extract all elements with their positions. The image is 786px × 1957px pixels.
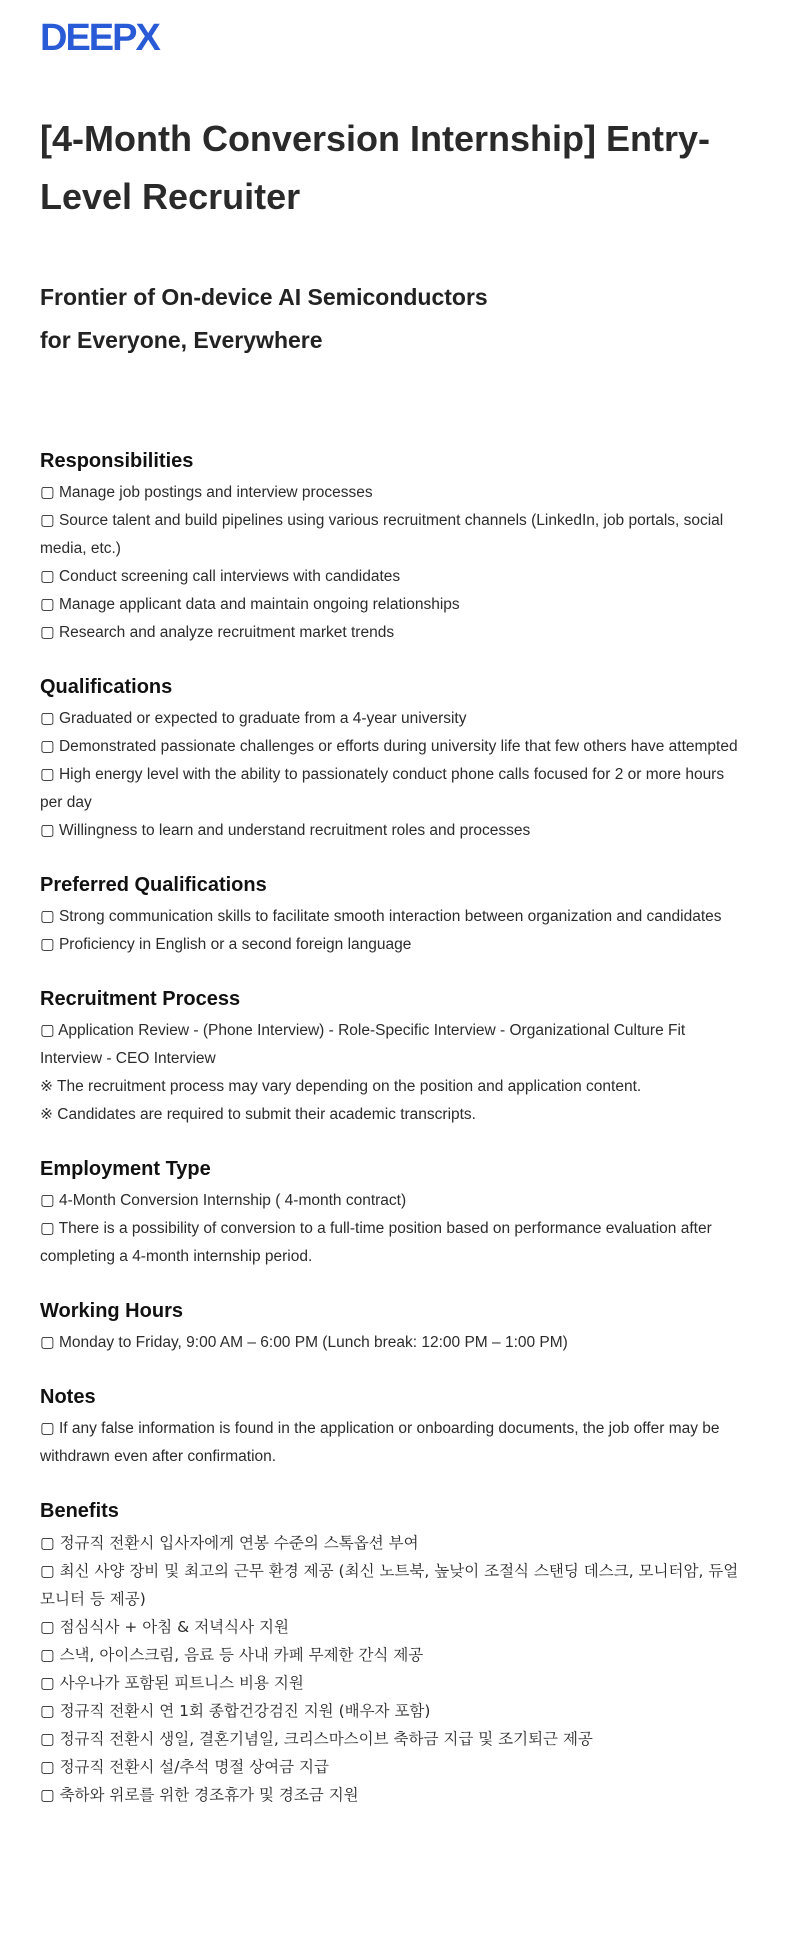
list-item: ▢ Willingness to learn and understand recruitment roles and processes — [40, 822, 531, 839]
section-heading: Notes — [40, 1386, 96, 1408]
company-tagline — [40, 276, 740, 362]
section-preferred-qualifications — [40, 871, 740, 959]
logo-wordmark: DEEPX — [40, 18, 159, 54]
list-item: ▢ Research and analyze recruitment market trends — [40, 624, 395, 641]
list-item: ▢ 4-Month Conversion Internship ( 4-month contract) — [40, 1192, 407, 1209]
list-item: ▢ 정규직 전환시 입사자에게 연봉 수준의 스톡옵션 부여 — [40, 1534, 419, 1552]
list-item: ▢ Application Review - (Phone Interview) - Role-Specific Interview - Organizational Culture Fit Interview - CEO Interview — [40, 1022, 686, 1067]
section-heading: Working Hours — [40, 1300, 183, 1322]
list-item: ▢ Manage job postings and interview processes — [40, 484, 373, 501]
section-recruitment-process — [40, 985, 740, 1129]
section-qualifications — [40, 673, 740, 845]
list-item: ▢ 사우나가 포함된 피트니스 비용 지원 — [40, 1674, 304, 1692]
list-item: ▢ Source talent and build pipelines using various recruitment channels (LinkedIn, job portals, social media, etc.) — [40, 512, 724, 557]
section-benefits — [40, 1497, 740, 1809]
section-heading: Preferred Qualifications — [40, 874, 267, 896]
list-item: ▢ Proficiency in English or a second foreign language — [40, 936, 412, 953]
list-item: ※ Candidates are required to submit their academic transcripts. — [40, 1106, 476, 1123]
list-item: ▢ 정규직 전환시 연 1회 종합건강검진 지원 (배우자 포함) — [40, 1702, 431, 1720]
list-item: ▢ If any false information is found in the application or onboarding documents, the job offer may be withdrawn even after confirmation. — [40, 1420, 720, 1465]
list-item: ▢ 최신 사양 장비 및 최고의 근무 환경 제공 (최신 노트북, 높낮이 조절식 스탠딩 데스크, 모니터암, 듀얼모니터 등 제공) — [40, 1562, 739, 1608]
tagline-line-2: for Everyone, Everywhere — [40, 327, 323, 353]
list-item: ▢ 정규직 전환시 설/추석 명절 상여금 지급 — [40, 1758, 329, 1776]
list-item: ▢ High energy level with the ability to passionately conduct phone calls focused for 2 or more hours per day — [40, 766, 725, 811]
deepx-logo[interactable] — [40, 18, 170, 54]
section-heading: Recruitment Process — [40, 988, 241, 1010]
section-heading: Benefits — [40, 1500, 119, 1522]
list-item: ▢ 스낵, 아이스크림, 음료 등 사내 카페 무제한 간식 제공 — [40, 1646, 424, 1664]
list-item: ▢ Graduated or expected to graduate from a 4-year university — [40, 710, 467, 727]
section-notes — [40, 1383, 740, 1471]
section-heading: Responsibilities — [40, 450, 194, 472]
list-item: ▢ 점심식사 + 아침 & 저녁식사 지원 — [40, 1618, 289, 1636]
section-employment-type — [40, 1155, 740, 1271]
list-item: ▢ Demonstrated passionate challenges or efforts during university life that few others have attempted — [40, 738, 738, 755]
tagline-line-1: Frontier of On-device AI Semiconductors — [40, 284, 488, 310]
list-item: ▢ Conduct screening call interviews with candidates — [40, 568, 401, 585]
list-item: ▢ There is a possibility of conversion to a full-time position based on performance evaluation after completing a 4-month internship period. — [40, 1220, 712, 1265]
section-heading: Employment Type — [40, 1158, 211, 1180]
job-title: [4-Month Conversion Internship] Entry-Level Recruiter — [40, 118, 710, 217]
section-responsibilities — [40, 447, 740, 647]
section-working-hours — [40, 1297, 740, 1357]
deepx-logo-icon — [40, 18, 172, 54]
list-item: ▢ Manage applicant data and maintain ongoing relationships — [40, 596, 460, 613]
list-item: ※ The recruitment process may vary depending on the position and application content. — [40, 1078, 642, 1095]
list-item: ▢ Monday to Friday, 9:00 AM – 6:00 PM (Lunch break: 12:00 PM – 1:00 PM) — [40, 1334, 568, 1351]
list-item: ▢ 정규직 전환시 생일, 결혼기념일, 크리스마스이브 축하금 지급 및 조기퇴근 제공 — [40, 1730, 593, 1748]
section-heading: Qualifications — [40, 676, 173, 698]
job-description — [40, 447, 740, 1835]
list-item: ▢ 축하와 위로를 위한 경조휴가 및 경조금 지원 — [40, 1786, 359, 1804]
list-item: ▢ Strong communication skills to facilitate smooth interaction between organization and candidates — [40, 908, 722, 925]
